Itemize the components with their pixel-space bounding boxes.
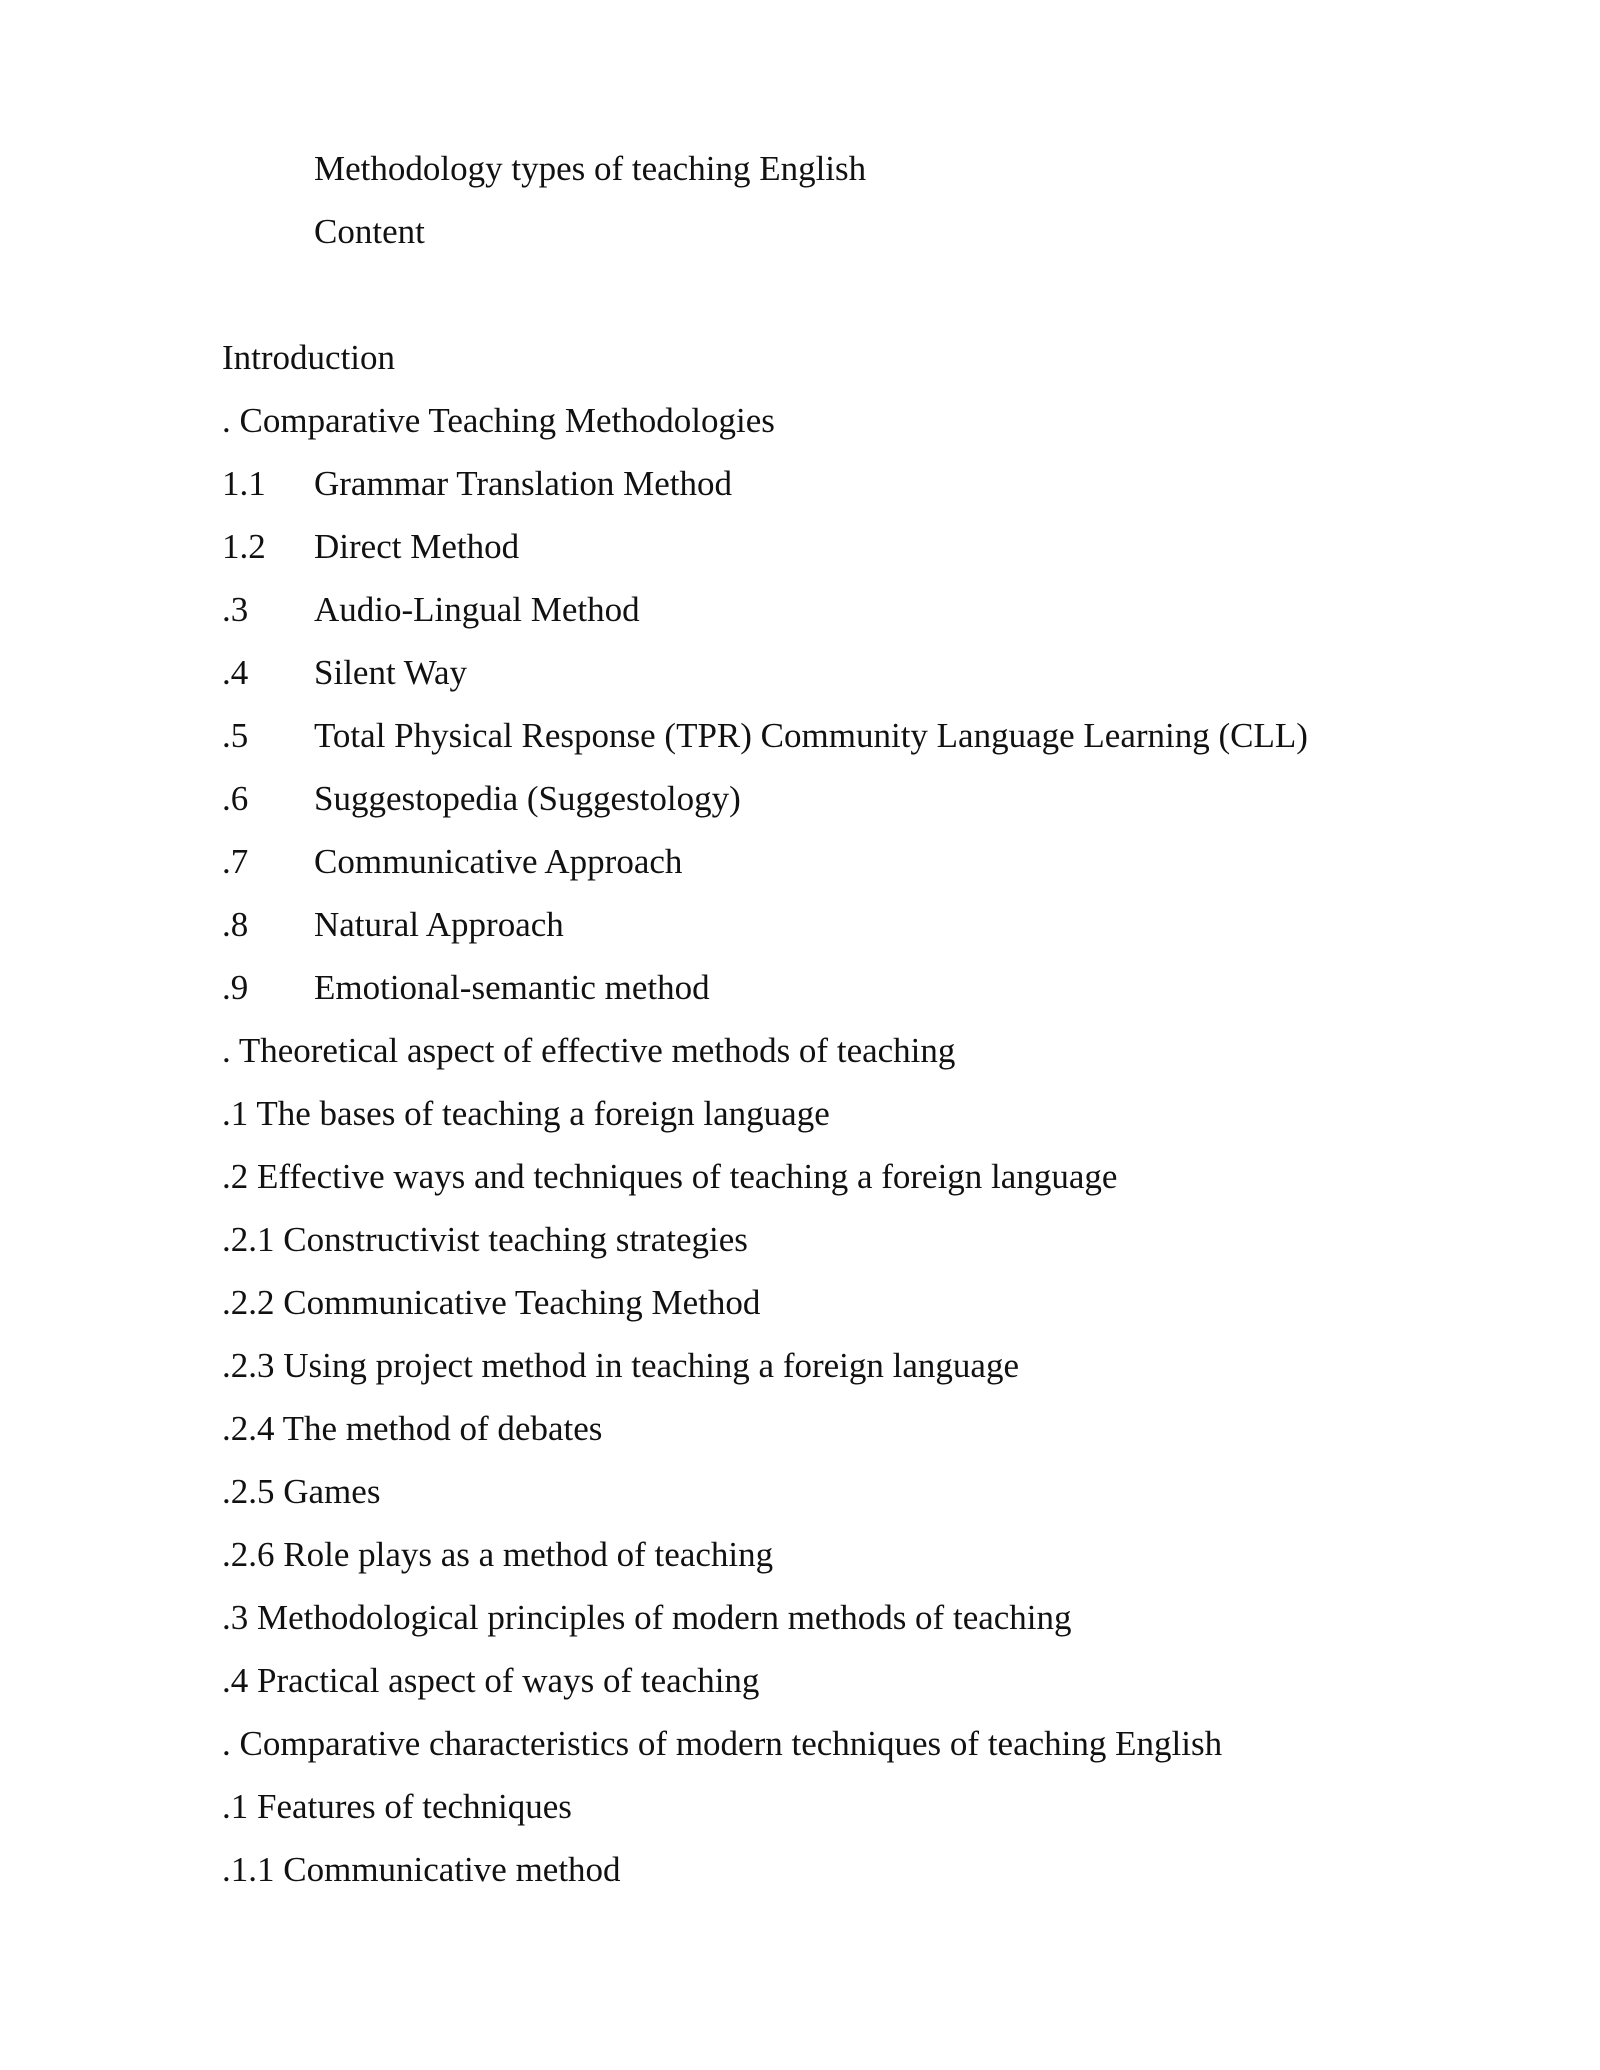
toc-entry — [222, 966, 710, 1010]
toc-entry-number: .3 — [222, 590, 249, 629]
toc-entry-text: .2.6 Role plays as a method of teaching — [222, 1535, 774, 1574]
toc-entry-text: Audio-Lingual Method — [314, 590, 640, 629]
toc-entry — [222, 1029, 955, 1073]
toc-entry-text: . Comparative characteristics of modern techniques of teaching English — [222, 1724, 1223, 1763]
toc-entry-text: . Theoretical aspect of effective methods of teaching — [222, 1031, 956, 1070]
toc-entry — [222, 1218, 748, 1262]
toc-entry — [222, 399, 775, 443]
toc-entry — [222, 777, 741, 821]
toc-entry-number: .8 — [222, 905, 249, 944]
toc-entry-text: .1 Features of techniques — [222, 1787, 572, 1826]
toc-entry-number: .6 — [222, 779, 249, 818]
toc-entry — [222, 462, 732, 506]
toc-entry-text: Introduction — [222, 338, 396, 377]
toc-entry — [222, 525, 519, 569]
toc-entry-text: .1 The bases of teaching a foreign language — [222, 1094, 830, 1133]
toc-entry — [222, 1659, 759, 1703]
toc-entry-number: 1.2 — [222, 527, 266, 566]
document-subtitle: Content — [314, 212, 425, 251]
toc-entry-text: Grammar Translation Method — [314, 464, 733, 503]
toc-entry-number: .4 — [222, 653, 249, 692]
toc-entry-text: .2.5 Games — [222, 1472, 381, 1511]
toc-entry — [222, 1848, 621, 1892]
toc-entry-text: .2.3 Using project method in teaching a foreign language — [222, 1346, 1019, 1385]
toc-entry — [222, 1155, 1117, 1199]
toc-entry-text: Communicative Approach — [314, 842, 683, 881]
toc-entry — [222, 714, 1308, 758]
toc-entry — [222, 1533, 773, 1577]
toc-entry-text: . Comparative Teaching Methodologies — [222, 401, 775, 440]
toc-entry — [222, 1470, 380, 1514]
toc-entry — [222, 1281, 760, 1325]
toc-entry — [222, 1407, 602, 1451]
toc-entry — [222, 1596, 1072, 1640]
toc-entry-text: Direct Method — [314, 527, 520, 566]
toc-entry-text: Emotional-semantic method — [314, 968, 710, 1007]
toc-entry — [222, 1092, 830, 1136]
toc-entry — [222, 903, 564, 947]
toc-entry-text: .1.1 Communicative method — [222, 1850, 621, 1889]
toc-entry-text: Natural Approach — [314, 905, 564, 944]
toc-entry-number: .9 — [222, 968, 249, 1007]
toc-entry-number: 1.1 — [222, 464, 266, 503]
toc-entry — [222, 840, 682, 884]
toc-entry-text: .4 Practical aspect of ways of teaching — [222, 1661, 760, 1700]
toc-entry — [222, 1785, 572, 1829]
toc-entry-text: .2.2 Communicative Teaching Method — [222, 1283, 761, 1322]
toc-entry — [222, 336, 395, 380]
toc-entry-text: .2.1 Constructivist teaching strategies — [222, 1220, 748, 1259]
toc-entry-text: Suggestopedia (Suggestology) — [314, 779, 741, 818]
toc-entry — [222, 588, 640, 632]
toc-entry — [222, 1722, 1222, 1766]
toc-entry-number: .7 — [222, 842, 249, 881]
toc-entry — [222, 1344, 1019, 1388]
document-title: Methodology types of teaching English — [314, 149, 867, 188]
toc-entry-text: .2.4 The method of debates — [222, 1409, 603, 1448]
toc-entry-text: Silent Way — [314, 653, 468, 692]
toc-entry-text: Total Physical Response (TPR) Community Language Learning (CLL) — [314, 716, 1308, 755]
toc-entry — [222, 651, 467, 695]
toc-entry-text: .2 Effective ways and techniques of teaching a foreign language — [222, 1157, 1118, 1196]
toc-entry-number: .5 — [222, 716, 249, 755]
toc-entry-text: .3 Methodological principles of modern methods of teaching — [222, 1598, 1072, 1637]
